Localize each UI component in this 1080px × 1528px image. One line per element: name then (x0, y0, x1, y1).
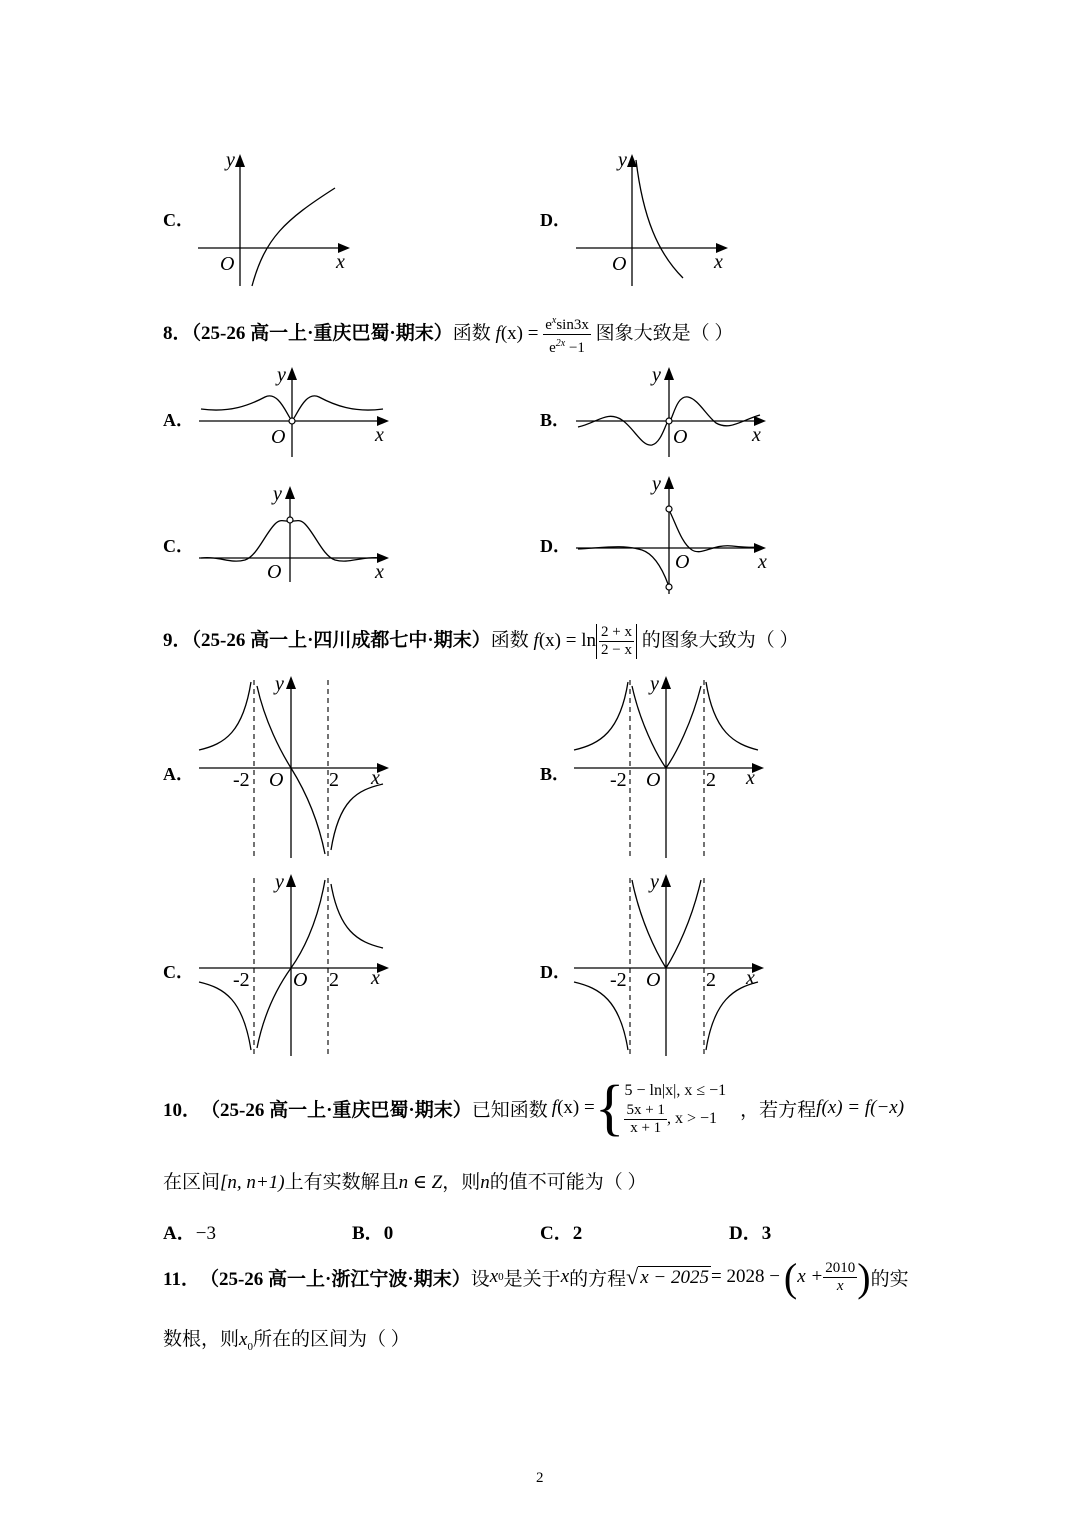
q9-graph-c (195, 870, 395, 1060)
q11-line2-b: 所在的区间为（ ） (252, 1329, 410, 1350)
q9-source: （25-26 高一上·四川成都七中·期末） (191, 629, 491, 651)
q8-stem-b: 图象大致是（ ） (595, 322, 734, 344)
q9-a-tick-neg: -2 (233, 769, 250, 791)
q9-option-b-label: B． (540, 764, 571, 784)
q8-option-c-label: C． (163, 536, 194, 556)
q8-stem (163, 312, 733, 357)
q10-piecewise (624, 1080, 726, 1137)
q9-d-y-label: y (650, 871, 659, 893)
q7-d-x-label: x (714, 251, 723, 273)
q10-line2-d: 的值不可能为（ ） (489, 1172, 647, 1193)
q9-stem (163, 624, 798, 659)
q11-source: （25-26 高一上·浙江宁波·期末） (199, 1268, 471, 1290)
q8-option-d-label: D． (540, 536, 571, 556)
q10-case2-den: x + 1 (630, 1119, 662, 1136)
q11-fraction (823, 1260, 857, 1295)
q11-line2-x0-sub: 0 (247, 1340, 253, 1353)
q10-eq: f(x) = f(−x) (816, 1097, 905, 1118)
q11-line2-x0: x (239, 1329, 248, 1350)
q8-option-b-label: B． (540, 410, 571, 430)
q9-c-x-label: x (371, 967, 380, 989)
q9-f: f (533, 629, 539, 651)
q8-a-y-label: y (277, 364, 286, 386)
q10-source: （25-26 高一上·重庆巴蜀·期末） (201, 1099, 472, 1121)
q10-option-d (729, 1218, 771, 1245)
page-number: 2 (536, 1470, 544, 1486)
q10-option-d-label: D． (729, 1223, 762, 1244)
q9-a-tick-pos: 2 (329, 769, 339, 791)
q9-d-tick-pos: 2 (706, 969, 716, 991)
q11-x0-sub: 0 (498, 1271, 504, 1283)
q8-source: （25-26 高一上·重庆巴蜀·期末） (191, 322, 453, 344)
q11-line2 (163, 1324, 410, 1353)
q10-option-c-value: 2 (572, 1223, 583, 1244)
q10-option-a (163, 1218, 216, 1245)
q9-c-origin-label: O (293, 969, 308, 991)
q10-option-b-label: B． (352, 1223, 384, 1244)
q10-line2 (163, 1167, 647, 1194)
q9-d-x-label: x (746, 967, 755, 989)
q7-graph-d (568, 148, 738, 288)
q9-graph-d (570, 870, 770, 1060)
q10-case1: 5 − ln|x|, x ≤ −1 (624, 1081, 727, 1099)
q9-paren: (x) = ln (538, 629, 596, 651)
q10-case2-num: 5x + 1 (626, 1101, 665, 1118)
q9-option-c-label: C． (163, 962, 194, 982)
q11-number: 11． (163, 1268, 200, 1290)
q10-n: n (480, 1172, 490, 1193)
q11-x: x (560, 1266, 570, 1287)
q8-graph-a (195, 365, 395, 460)
q9-graph-a (195, 672, 395, 862)
q11-eq-mid: = 2028 − (710, 1266, 780, 1287)
q10-paren: (x) = (557, 1097, 595, 1118)
q10-case2-cond: , x > −1 (666, 1109, 717, 1127)
q8-b-y-label: y (652, 364, 661, 386)
q10-line2-a: 在区间 (163, 1172, 221, 1193)
q11-inner-x: x + (797, 1266, 824, 1287)
q10-interval: [n, n+1) (220, 1172, 285, 1193)
q8-num-base: e (545, 317, 552, 333)
q8-fraction (543, 312, 591, 357)
q8-number: 8． (163, 322, 192, 344)
q11-stem-b: 是关于 (503, 1268, 561, 1290)
q8-graph-c (195, 484, 395, 584)
q10-cond: n ∈ Z (398, 1172, 443, 1193)
q8-d-y-label: y (652, 473, 661, 495)
q11-stem-d: 的实 (870, 1268, 909, 1290)
q8-graph-d (572, 472, 772, 597)
q11-frac-den: x (836, 1277, 844, 1294)
q8-stem-a: 函数 (452, 322, 491, 344)
q10-option-d-value: 3 (761, 1223, 772, 1244)
q10-stem-a: 已知函数 (471, 1099, 548, 1121)
q9-a-origin-label: O (269, 769, 284, 791)
q10-option-b (352, 1218, 393, 1245)
q8-den-exp: 2x (555, 338, 566, 349)
q9-d-origin-label: O (646, 969, 661, 991)
q10-stem (163, 1068, 904, 1148)
q11-sqrt-body: x − 2025 (640, 1266, 709, 1288)
q9-c-tick-neg: -2 (233, 969, 250, 991)
q8-den-rest: −1 (565, 340, 585, 356)
q10-case2-frac (624, 1102, 666, 1137)
q8-paren: (x) = (500, 322, 539, 344)
q11-stem-a: 设 (470, 1268, 490, 1290)
q9-b-tick-pos: 2 (706, 769, 716, 791)
q7-d-origin-label: O (612, 253, 627, 275)
q10-number: 10． (163, 1099, 202, 1121)
q9-c-y-label: y (275, 871, 284, 893)
q8-b-x-label: x (752, 424, 761, 446)
q8-num-rest: sin3x (556, 317, 589, 333)
q9-den: 2 − x (600, 642, 632, 658)
q10-option-a-label: A． (163, 1223, 196, 1244)
q9-option-a-label: A． (163, 764, 194, 784)
q10-f: f (551, 1097, 558, 1118)
q8-d-origin-label: O (675, 551, 690, 573)
q10-option-c-label: C． (540, 1223, 573, 1244)
q9-num: 2 + x (600, 624, 632, 640)
q7-c-x-label: x (336, 251, 345, 273)
q8-a-origin-label: O (271, 426, 286, 448)
q7-d-y-label: y (618, 149, 627, 171)
q9-b-y-label: y (650, 673, 659, 695)
q9-a-y-label: y (275, 673, 284, 695)
q9-option-d-label: D． (540, 962, 571, 982)
q11-x0: x (489, 1266, 499, 1287)
q11-line2-a: 数根，则 (163, 1329, 240, 1350)
q8-f: f (495, 322, 501, 344)
q10-line2-c: ，则 (442, 1172, 481, 1193)
q8-b-origin-label: O (673, 426, 688, 448)
q7-c-origin-label: O (220, 253, 235, 275)
q8-den-base: e (549, 340, 556, 356)
q11-stem: 11． （25-26 高一上·浙江宁波·期末） 设 x 0 是关于 x 的方程 √ x − 2025 = 2028 − ( x + $\frac{2010}{x}$ ) 的实 (163, 1254, 909, 1300)
q7-option-c-label: C． (163, 210, 194, 230)
q9-stem-a: 函数 (490, 629, 529, 651)
q7-graph-c (190, 148, 360, 288)
q8-c-y-label: y (273, 483, 282, 505)
q8-option-a-label: A． (163, 410, 194, 430)
q9-d-tick-neg: -2 (610, 969, 627, 991)
q8-graph-b (572, 365, 772, 460)
q9-b-x-label: x (746, 767, 755, 789)
q9-graph-b (570, 672, 770, 862)
q8-c-x-label: x (375, 561, 384, 583)
q8-d-x-label: x (758, 551, 767, 573)
q10-option-a-value: −3 (195, 1223, 216, 1244)
q10-stem-b: ，若方程 (740, 1099, 817, 1121)
q10-option-c (540, 1218, 582, 1245)
q9-c-tick-pos: 2 (329, 969, 339, 991)
q7-c-y-label: y (226, 149, 235, 171)
q9-stem-b: 的图象大致为（ ） (641, 629, 799, 651)
q9-a-x-label: x (371, 767, 380, 789)
q8-num-exp: x (551, 315, 557, 326)
q7-option-d-label: D． (540, 210, 571, 230)
q9-b-tick-neg: -2 (610, 769, 627, 791)
q11-stem-c: 的方程 (569, 1268, 627, 1290)
q10-line2-b: 上有实数解且 (284, 1172, 399, 1193)
q11-frac-num: 2010 (825, 1259, 856, 1276)
q8-c-origin-label: O (267, 561, 282, 583)
q8-a-x-label: x (375, 424, 384, 446)
q9-number: 9． (163, 629, 192, 651)
q9-b-origin-label: O (646, 769, 661, 791)
q10-option-b-value: 0 (383, 1223, 394, 1244)
q10-brace: { (594, 1074, 625, 1142)
q9-fraction (599, 624, 634, 659)
